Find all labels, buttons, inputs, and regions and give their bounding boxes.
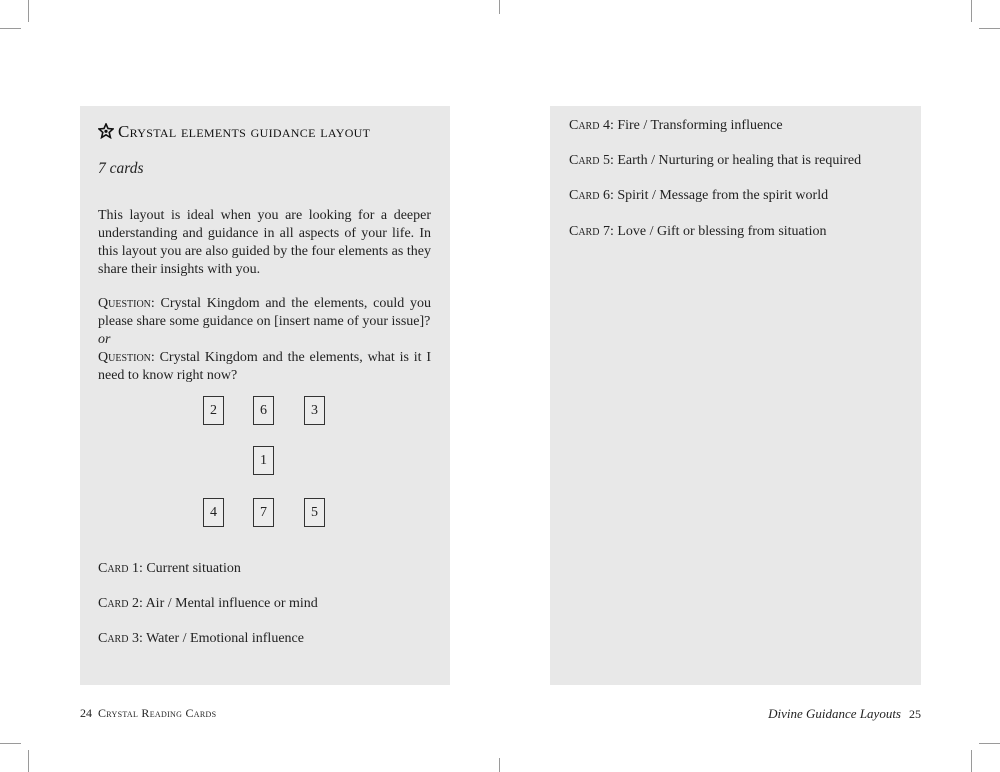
layout-card-1: 1 (253, 446, 274, 475)
crop-mark (28, 0, 29, 22)
crop-mark (28, 750, 29, 772)
layout-card-4: 4 (203, 498, 224, 527)
card-meaning-1 (98, 561, 241, 577)
crop-mark (0, 743, 21, 744)
crop-mark (0, 28, 21, 29)
running-head: Crystal Reading Cards (98, 706, 217, 720)
card-label: Card (98, 631, 129, 646)
running-head: Divine Guidance Layouts (768, 706, 901, 721)
section-title (98, 122, 370, 142)
layout-card-6: 6 (253, 396, 274, 425)
card-label: Card (98, 561, 129, 576)
section-title-text: Crystal elements guidance layout (118, 122, 371, 141)
card-label: Card (98, 596, 129, 611)
crop-mark (979, 28, 1000, 29)
left-folio (80, 706, 216, 721)
question-text: : Crystal Kingdom and the elements, what is it I need to know right now? (98, 350, 431, 383)
question-1 (98, 295, 431, 331)
card-meaning-text: 4: Fire / Transforming influence (599, 118, 783, 133)
card-meaning-7 (569, 224, 827, 240)
or-separator: or (98, 332, 111, 347)
layout-card-3: 3 (304, 396, 325, 425)
page-number: 25 (909, 707, 921, 721)
card-label: Card (569, 188, 600, 203)
card-meaning-2 (98, 596, 318, 612)
crop-mark (499, 0, 500, 14)
card-label: Card (569, 224, 600, 239)
layout-card-2: 2 (203, 396, 224, 425)
crop-mark (979, 743, 1000, 744)
card-meaning-text: 5: Earth / Nurturing or healing that is required (599, 153, 862, 168)
card-count: 7 cards (98, 160, 144, 177)
crystal-star-icon (98, 123, 114, 139)
question-text: : Crystal Kingdom and the elements, could you please share some guidance on [insert name of your issue]? (98, 296, 431, 329)
intro-paragraph: This layout is ideal when you are looking for a deeper understanding and guidance in all aspects of your life. In this layout you are also guided by the four elements as they share their insights with you. (98, 208, 431, 277)
card-meaning-6 (569, 188, 828, 204)
crop-mark (971, 750, 972, 772)
question-label: Question (98, 350, 151, 365)
card-meaning-3 (98, 631, 304, 647)
layout-card-7: 7 (253, 498, 274, 527)
question-label: Question (98, 296, 151, 311)
crop-mark (971, 0, 972, 22)
crop-mark (499, 758, 500, 772)
card-meaning-text: 1: Current situation (128, 561, 241, 576)
right-folio (768, 706, 921, 722)
questions-block (98, 295, 431, 385)
page-number: 24 (80, 706, 92, 720)
card-meaning-text: 7: Love / Gift or blessing from situation (599, 224, 827, 239)
card-label: Card (569, 118, 600, 133)
card-meaning-text: 2: Air / Mental influence or mind (128, 596, 318, 611)
card-meaning-text: 3: Water / Emotional influence (128, 631, 304, 646)
card-meaning-5 (569, 153, 861, 169)
layout-card-5: 5 (304, 498, 325, 527)
question-2 (98, 349, 431, 385)
card-meaning-4 (569, 118, 783, 134)
card-meaning-text: 6: Spirit / Message from the spirit world (599, 188, 829, 203)
card-label: Card (569, 153, 600, 168)
